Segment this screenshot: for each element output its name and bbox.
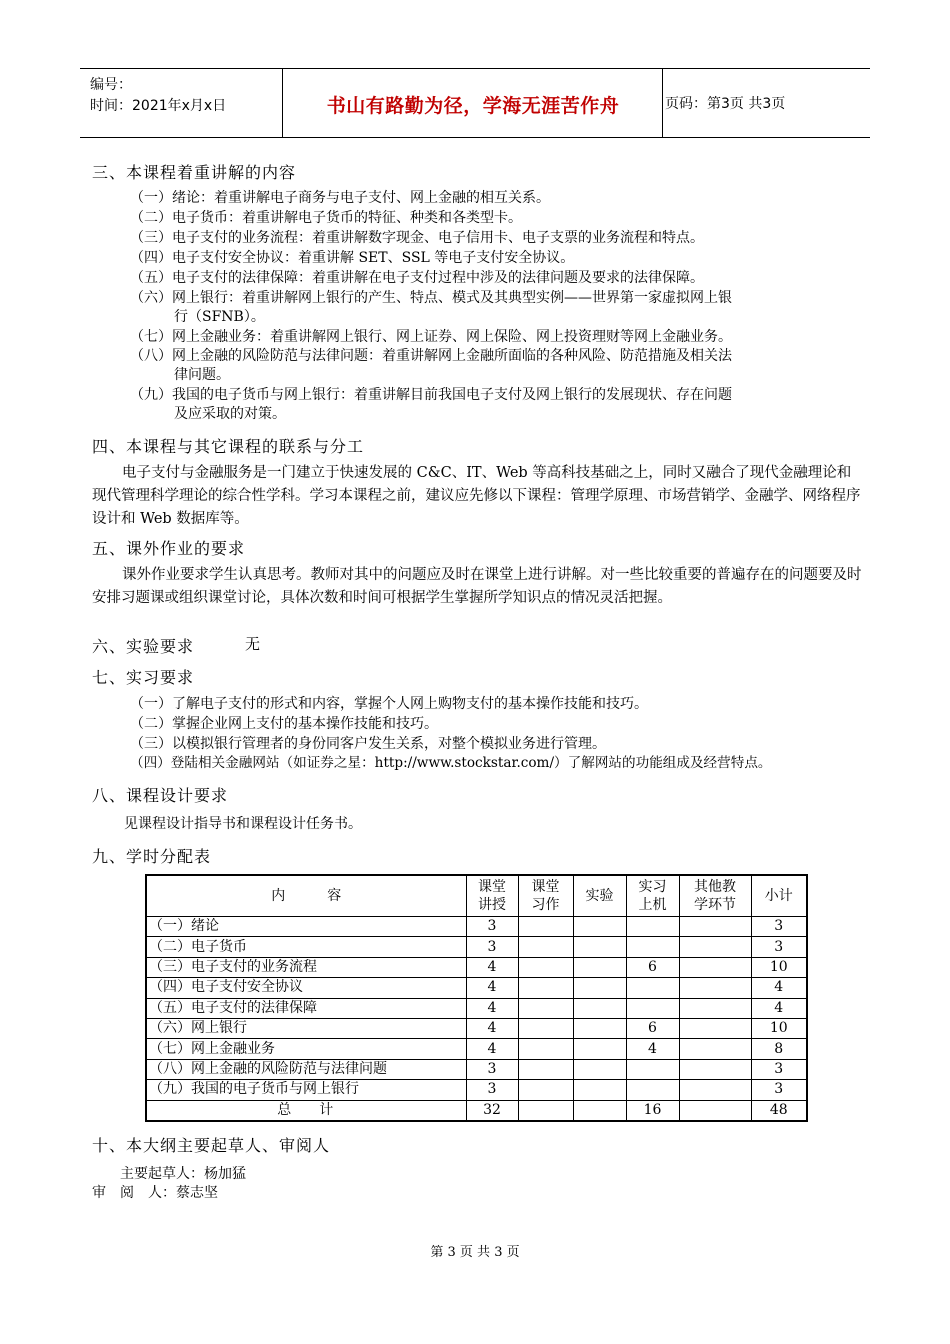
table-row [146, 917, 807, 937]
table-cell [679, 937, 751, 957]
table-cell: 4 [466, 998, 518, 1018]
section-6-title: 六、实验要求 [92, 637, 195, 656]
table-cell [518, 1039, 573, 1059]
table-cell [626, 917, 679, 937]
table-cell [518, 998, 573, 1018]
reviewer: 审 阅 人：蔡志坚 [92, 1185, 218, 1201]
section-8-text: 见课程设计指导书和课程设计任务书。 [124, 816, 362, 832]
table-cell: （六）网上银行 [146, 1018, 466, 1038]
table-cell [518, 937, 573, 957]
table-cell: 6 [626, 957, 679, 977]
table-cell: （七）网上金融业务 [146, 1039, 466, 1059]
table-header-cell: 其他教 学环节 [679, 875, 751, 917]
list-item: （二）电子货币：着重讲解电子货币的特征、种类和各类型卡。 [130, 210, 522, 226]
table-cell [626, 978, 679, 998]
table-cell: 3 [466, 917, 518, 937]
list-item: （九）我国的电子货币与网上银行：着重讲解目前我国电子支付及网上银行的发展现状、存在问题 [130, 387, 732, 403]
list-item: （二）掌握企业网上支付的基本操作技能和技巧。 [130, 716, 438, 732]
table-cell [573, 978, 626, 998]
list-item: （六）网上银行：着重讲解网上银行的产生、特点、模式及其典型实例——世界第一家虚拟网上银 [130, 290, 732, 306]
table-cell: 32 [466, 1100, 518, 1121]
table-cell: 3 [751, 937, 807, 957]
table-cell: 4 [466, 1039, 518, 1059]
table-cell [626, 937, 679, 957]
list-item: （七）网上金融业务：着重讲解网上银行、网上证券、网上保险、网上投资理财等网上金融业务。 [130, 329, 732, 345]
table-cell: 4 [466, 957, 518, 977]
table-cell [573, 1080, 626, 1100]
table-cell: 3 [466, 1080, 518, 1100]
table-header-cell: 课堂 习作 [518, 875, 573, 917]
table-cell: （八）网上金融的风险防范与法律问题 [146, 1059, 466, 1079]
list-item-continued: 律问题。 [174, 367, 230, 383]
table-row [146, 998, 807, 1018]
table-row [146, 1059, 807, 1079]
table-cell: （一）绪论 [146, 917, 466, 937]
page-footer: 第 3 页 共 3 页 [430, 1245, 520, 1260]
table-cell: （二）电子货币 [146, 937, 466, 957]
section-4-title: 四、本课程与其它课程的联系与分工 [92, 437, 365, 456]
list-item-continued: 及应采取的对策。 [174, 406, 286, 422]
table-cell [679, 1059, 751, 1079]
table-cell [679, 1039, 751, 1059]
drafter: 主要起草人：杨加猛 [120, 1166, 246, 1182]
list-item: （三）以模拟银行管理者的身份同客户发生关系，对整个模拟业务进行管理。 [130, 736, 606, 752]
table-cell: 4 [466, 978, 518, 998]
table-cell: 3 [751, 917, 807, 937]
section-7-title: 七、实习要求 [92, 668, 195, 687]
table-cell: （五）电子支付的法律保障 [146, 998, 466, 1018]
table-cell [679, 978, 751, 998]
table-cell: 3 [751, 1080, 807, 1100]
table-cell [518, 1059, 573, 1079]
table-cell [679, 917, 751, 937]
table-cell [573, 1059, 626, 1079]
table-row [146, 1018, 807, 1038]
table-cell: 4 [751, 978, 807, 998]
table-row [146, 937, 807, 957]
table-header-cell: 实验 [573, 875, 626, 917]
table-cell: 8 [751, 1039, 807, 1059]
table-cell [679, 957, 751, 977]
motto: 书山有路勤为径，学海无涯苦作舟 [326, 95, 620, 117]
list-item: （一）绪论：着重讲解电子商务与电子支付、网上金融的相互关系。 [130, 190, 550, 206]
section-8-title: 八、课程设计要求 [92, 786, 229, 805]
section-6-value: 无 [245, 635, 261, 653]
table-cell [573, 957, 626, 977]
section-10-title: 十、本大纲主要起草人、审阅人 [92, 1136, 331, 1155]
table-row [146, 978, 807, 998]
list-item: （一）了解电子支付的形式和内容，掌握个人网上购物支付的基本操作技能和技巧。 [130, 696, 648, 712]
table-cell [518, 1080, 573, 1100]
section-5-text: 课外作业要求学生认真思考。教师对其中的问题应及时在课堂上进行讲解。对一些比较重要的普遍存在的问题要及时安排习题课或组织课堂讨论，具体次数和时间可根据学生掌握所学知识点的情况灵活把握。 [92, 567, 862, 606]
table-cell: 3 [466, 937, 518, 957]
table-cell: （三）电子支付的业务流程 [146, 957, 466, 977]
table-row [146, 1039, 807, 1059]
header-meta [90, 75, 226, 117]
table-cell [518, 957, 573, 977]
table-row [146, 957, 807, 977]
table-cell [573, 917, 626, 937]
time-label: 时间：2021年x月x日 [90, 98, 227, 114]
table-cell [573, 1100, 626, 1121]
table-cell: 4 [626, 1039, 679, 1059]
table-cell: 4 [466, 1018, 518, 1038]
table-total-row [146, 1100, 807, 1121]
table-cell [573, 998, 626, 1018]
table-cell: 16 [626, 1100, 679, 1121]
table-cell [626, 1059, 679, 1079]
table-header-row [146, 875, 807, 917]
table-cell [679, 998, 751, 1018]
section-4-text: 电子支付与金融服务是一门建立于快速发展的 C&C、IT、Web 等高科技基础之上，同时又融合了现代金融理论和现代管理科学理论的综合性学科。学习本课程之前，建议应先修以下课程：管理学原理、市场营销学、金融学、网络程序设计和 Web 数据库等。 [92, 465, 861, 527]
page-code: 页码：第3页 共3页 [665, 96, 786, 112]
table-cell: 48 [751, 1100, 807, 1121]
list-item: （四）电子支付安全协议：着重讲解 SET、SSL 等电子支付安全协议。 [130, 250, 575, 266]
table-cell: 3 [466, 1059, 518, 1079]
table-cell: （九）我国的电子货币与网上银行 [146, 1080, 466, 1100]
table-header-cell: 课堂 讲授 [466, 875, 518, 917]
table-cell: 总 计 [146, 1100, 466, 1121]
serial-label: 编号： [90, 77, 132, 93]
table-row [146, 1080, 807, 1100]
table-header-cell: 内 容 [146, 875, 466, 917]
list-item: （八）网上金融的风险防范与法律问题：着重讲解网上金融所面临的各种风险、防范措施及相关法 [130, 348, 732, 364]
section-3-title: 三、本课程着重讲解的内容 [92, 163, 297, 182]
section-9-title: 九、学时分配表 [92, 847, 212, 866]
table-cell: 6 [626, 1018, 679, 1038]
table-header-cell: 小计 [751, 875, 807, 917]
table-cell: 10 [751, 1018, 807, 1038]
table-cell [518, 1018, 573, 1038]
table-cell: （四）电子支付安全协议 [146, 978, 466, 998]
list-item-continued: 行（SFNB）。 [174, 309, 265, 325]
table-cell [626, 1080, 679, 1100]
table-cell [573, 1018, 626, 1038]
table-cell [679, 1100, 751, 1121]
list-item: （四）登陆相关金融网站（如证券之星：http://www.stockstar.com/）了解网站的功能组成及经营特点。 [130, 755, 772, 771]
table-cell [518, 1100, 573, 1121]
table-cell [679, 1018, 751, 1038]
hours-table [145, 874, 808, 1122]
table-cell: 3 [751, 1059, 807, 1079]
table-cell [573, 937, 626, 957]
table-cell [518, 978, 573, 998]
table-cell [626, 998, 679, 1018]
table-cell: 4 [751, 998, 807, 1018]
list-item: （五）电子支付的法律保障：着重讲解在电子支付过程中涉及的法律问题及要求的法律保障。 [130, 270, 704, 286]
table-cell [573, 1039, 626, 1059]
table-cell [679, 1080, 751, 1100]
table-cell: 10 [751, 957, 807, 977]
table-header-cell: 实习 上机 [626, 875, 679, 917]
list-item: （三）电子支付的业务流程：着重讲解数字现金、电子信用卡、电子支票的业务流程和特点。 [130, 230, 704, 246]
page-header [80, 68, 870, 138]
table-cell [518, 917, 573, 937]
section-5-title: 五、课外作业的要求 [92, 539, 246, 558]
